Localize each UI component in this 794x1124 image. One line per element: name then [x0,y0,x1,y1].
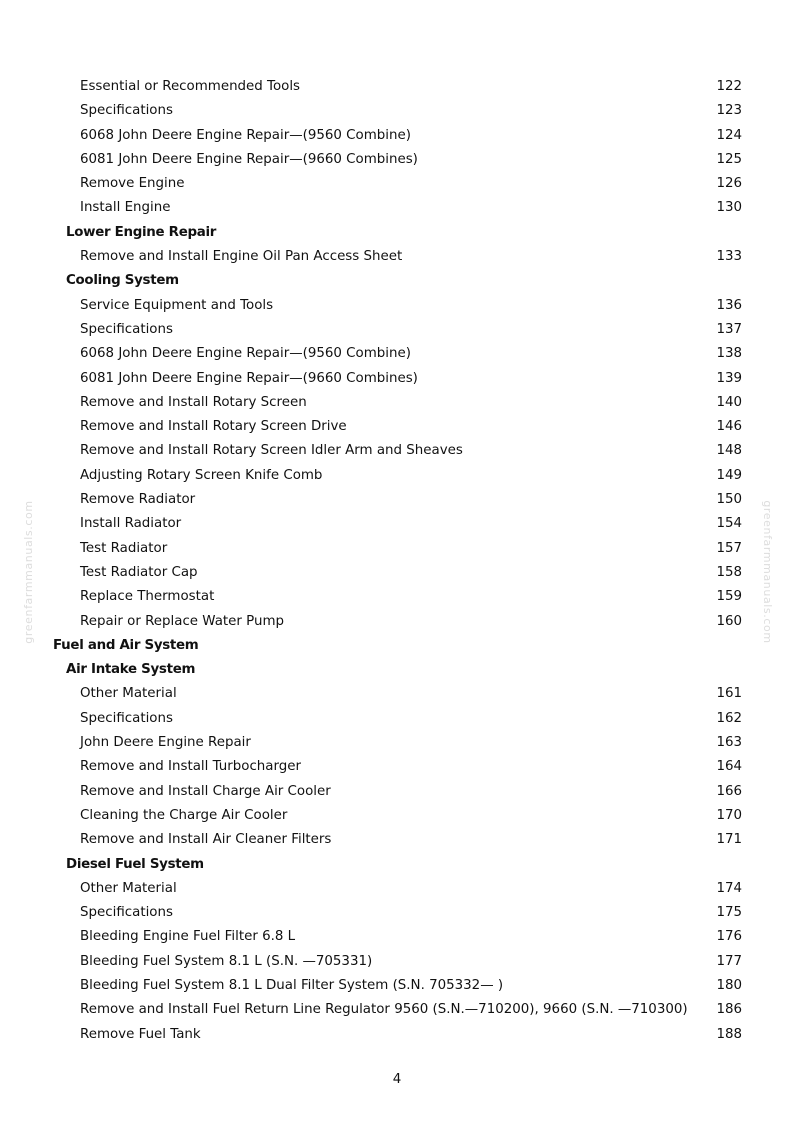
toc-entry[interactable] [0,828,794,852]
toc-entry[interactable] [0,707,794,731]
toc-entry-page-number: 171 [716,832,742,848]
toc-entry-title: Adjusting Rotary Screen Knife Comb [80,467,323,483]
toc-entry-title: Remove and Install Fuel Return Line Regulator 9560 (S.N.—710200), 9660 (S.N. —710300) [80,1002,688,1018]
toc-entry[interactable] [0,537,794,561]
toc-entry-page-number: 133 [716,249,742,265]
toc-entry-page-number: 149 [716,467,742,483]
toc-entry-page-number: 164 [716,759,742,775]
toc-entry-title: Test Radiator [80,540,168,556]
toc-entry[interactable] [0,245,794,269]
toc-entry-page-number: 124 [716,127,742,143]
toc-entry-page-number: 122 [716,79,742,94]
toc-entry-title: Remove Engine [80,176,185,192]
toc-entry-page-number: 176 [716,929,742,945]
toc-entry[interactable] [0,294,794,318]
toc-entry-page-number: 166 [716,783,742,799]
table-of-contents [0,75,794,1047]
toc-section-heading[interactable] [0,634,794,658]
toc-entry[interactable] [0,464,794,488]
toc-entry-title: Lower Engine Repair [66,224,217,240]
toc-entry[interactable] [0,391,794,415]
toc-entry-page-number: 140 [716,394,742,410]
toc-entry-page-number: 146 [716,419,742,435]
toc-entry-title: Specifications [80,905,173,921]
toc-entry[interactable] [0,488,794,512]
toc-entry-page-number: 180 [716,977,742,993]
toc-entry-title: Other Material [80,686,177,702]
toc-entry[interactable] [0,804,794,828]
toc-entry-page-number: 148 [716,443,742,459]
toc-entry-title: Other Material [80,880,177,896]
toc-entry-title: John Deere Engine Repair [80,735,251,751]
toc-entry-title: 6081 John Deere Engine Repair—(9660 Combines) [80,370,418,386]
toc-entry-page-number: 162 [716,710,742,726]
toc-subsection-heading[interactable] [0,269,794,293]
toc-entry[interactable] [0,75,794,99]
toc-entry[interactable] [0,124,794,148]
toc-entry[interactable] [0,367,794,391]
toc-entry-page-number: 175 [716,905,742,921]
toc-entry-page-number: 177 [716,953,742,969]
toc-entry[interactable] [0,415,794,439]
toc-entry[interactable] [0,780,794,804]
toc-entry-page-number: 130 [716,200,742,216]
toc-entry-title: Diesel Fuel System [66,856,204,872]
toc-subsection-heading[interactable] [0,853,794,877]
toc-entry-page-number: 150 [716,492,742,508]
toc-entry-title: Test Radiator Cap [80,564,198,580]
toc-entry[interactable] [0,974,794,998]
toc-entry-title: Replace Thermostat [80,589,215,605]
page-number: 4 [392,1072,402,1087]
toc-entry-page-number: 161 [716,686,742,702]
toc-entry-title: Cooling System [66,273,179,289]
toc-entry-title: Remove and Install Turbocharger [80,759,302,775]
toc-entry-title: Remove Radiator [80,492,196,508]
toc-entry-title: Remove and Install Rotary Screen [80,394,307,410]
toc-entry-title: Bleeding Fuel System 8.1 L Dual Filter System (S.N. 705332— ) [80,977,504,993]
toc-subsection-heading[interactable] [0,658,794,682]
toc-entry-page-number: 159 [716,589,742,605]
toc-entry[interactable] [0,148,794,172]
toc-entry-title: Specifications [80,710,173,726]
toc-entry-page-number: 137 [716,321,742,337]
toc-entry-title: Bleeding Engine Fuel Filter 6.8 L [80,929,296,945]
toc-entry-page-number: 163 [716,735,742,751]
watermark-right: greenfarmmanuals.com [761,500,774,644]
toc-entry[interactable] [0,925,794,949]
toc-entry[interactable] [0,585,794,609]
toc-entry-title: Remove and Install Rotary Screen Drive [80,419,347,435]
toc-entry-title: Remove and Install Air Cleaner Filters [80,832,332,848]
watermark-left: greenfarmmanuals.com [22,500,35,644]
toc-entry-title: Service Equipment and Tools [80,297,274,313]
toc-entry-title: Remove and Install Engine Oil Pan Access Sheet [80,249,403,265]
toc-entry-page-number: 125 [716,151,742,167]
toc-entry-page-number: 186 [716,1002,742,1018]
toc-entry-title: Remove Fuel Tank [80,1026,201,1042]
toc-entry-page-number: 136 [716,297,742,313]
toc-entry-title: Cleaning the Charge Air Cooler [80,807,288,823]
toc-entry-page-number: 138 [716,346,742,362]
toc-entry[interactable] [0,998,794,1022]
toc-entry-title: Install Engine [80,200,171,216]
toc-entry[interactable] [0,561,794,585]
toc-entry-page-number: 157 [716,540,742,556]
toc-entry[interactable] [0,99,794,123]
toc-entry[interactable] [0,439,794,463]
toc-entry-title: Bleeding Fuel System 8.1 L (S.N. —705331) [80,953,373,969]
toc-entry-page-number: 139 [716,370,742,386]
toc-entry[interactable] [0,172,794,196]
toc-entry-page-number: 154 [716,516,742,532]
toc-entry-title: Specifications [80,103,173,119]
toc-entry-page-number: 170 [716,807,742,823]
toc-entry[interactable] [0,512,794,536]
toc-entry-title: Install Radiator [80,516,182,532]
toc-entry[interactable] [0,610,794,634]
toc-entry-page-number: 158 [716,564,742,580]
toc-entry[interactable] [0,755,794,779]
toc-subsection-heading[interactable] [0,221,794,245]
toc-entry[interactable] [0,682,794,706]
toc-entry-page-number: 174 [716,880,742,896]
toc-entry[interactable] [0,901,794,925]
toc-entry-page-number: 123 [716,103,742,119]
toc-entry[interactable] [0,877,794,901]
toc-entry[interactable] [0,731,794,755]
toc-entry-page-number: 126 [716,176,742,192]
toc-entry-title: Remove and Install Rotary Screen Idler Arm and Sheaves [80,443,463,459]
toc-entry-page-number: 160 [716,613,742,629]
toc-entry-title: 6081 John Deere Engine Repair—(9660 Combines) [80,151,418,167]
toc-entry-page-number: 188 [716,1026,742,1042]
toc-entry[interactable] [0,342,794,366]
toc-entry-title: Essential or Recommended Tools [80,79,301,94]
toc-entry-title: Fuel and Air System [53,637,199,653]
toc-entry[interactable] [0,1023,794,1047]
toc-entry-title: Air Intake System [66,662,196,678]
toc-entry-title: Specifications [80,321,173,337]
toc-entry-title: Repair or Replace Water Pump [80,613,285,629]
toc-entry[interactable] [0,318,794,342]
toc-entry[interactable] [0,950,794,974]
toc-entry-title: 6068 John Deere Engine Repair—(9560 Combine) [80,127,411,143]
toc-entry[interactable] [0,196,794,220]
toc-entry-title: Remove and Install Charge Air Cooler [80,783,331,799]
toc-entry-title: 6068 John Deere Engine Repair—(9560 Combine) [80,346,411,362]
